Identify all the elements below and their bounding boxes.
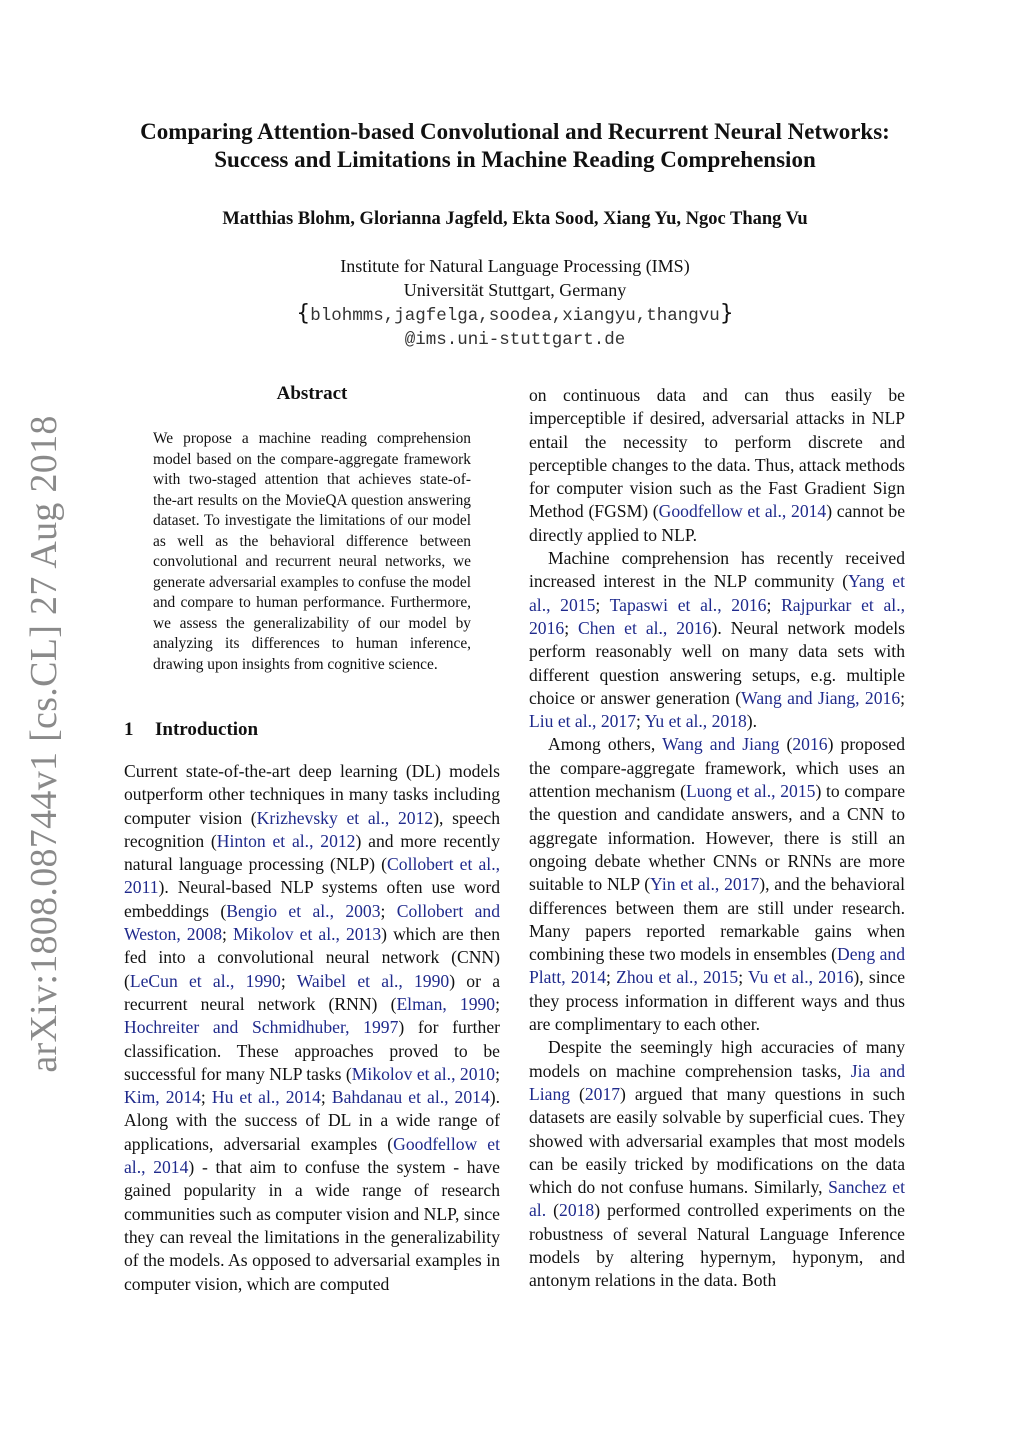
citation-link[interactable]: Waibel et al., 1990 (296, 970, 450, 991)
citation-link[interactable]: Yang et al., 2015 (529, 571, 905, 615)
citation-link[interactable]: Hu et al., 2014 (211, 1087, 321, 1108)
paragraph-text: Among others, (548, 734, 663, 755)
paragraph-text: ), since they process information in different ways and thus are complimentary to each other. (529, 967, 906, 1035)
paragraph-text: ) or a recurrent neural network (RNN) ( (124, 970, 500, 1014)
citation-link[interactable]: Chen et al., 2016 (578, 617, 712, 638)
citation-link[interactable]: Sanchez et al. (529, 1177, 905, 1221)
paragraph-text: ) - that aim to confuse the system - have gained popularity in a wide range of research communities such as computer vision and NLP, since they can reveal the limitations in the generalizability of the models. As opposed to adversarial examples in computer vision, which are computed (124, 1157, 500, 1294)
citation-link[interactable]: Bahdanau et al., 2014 (331, 1087, 490, 1108)
citation-link[interactable]: Mikolov et al., 2013 (232, 924, 382, 945)
arxiv-identifier: arXiv:1808.08744v1 [cs.CL] 27 Aug 2018 (23, 415, 65, 1073)
paragraph-text: ) to compare the question and candidate answers, and a CNN to aggregate information. However, there is still an ongoing debate whether CNNs or RNNs are more suitable to NLP ( (529, 781, 905, 895)
paragraph-text: Current state-of-the-art deep learning (DL) models outperform other techniques in many tasks including computer vision ( (124, 761, 500, 828)
citation-link[interactable]: Bengio et al., 2003 (226, 900, 381, 921)
citation-link[interactable]: Deng and Platt, 2014 (529, 944, 905, 988)
section-title: Introduction (155, 719, 259, 740)
paragraph-text: ; (738, 967, 748, 988)
paragraph-text: ; (636, 711, 645, 732)
citation-link[interactable]: Collobert and Weston, 2008 (124, 900, 500, 945)
citation-link[interactable]: Wang and Jiang, 2016 (741, 687, 901, 708)
email-domain: @ims.uni-stuttgart.de (404, 330, 626, 350)
author-list: Matthias Blohm, Glorianna Jagfeld, Ekta Sood, Xiang Yu, Ngoc Thang Vu (222, 209, 808, 229)
citation-link[interactable]: Liu et al., 2017 (529, 711, 637, 732)
citation-link[interactable]: Luong et al., 2015 (685, 781, 816, 802)
university-name: Universität Stuttgart, Germany (403, 280, 627, 300)
citation-link[interactable]: Jia and Liang (529, 1060, 905, 1104)
citation-link[interactable]: Krizhevsky et al., 2012 (256, 807, 434, 828)
institute-name: Institute for Natural Language Processing (IMS) (340, 256, 690, 276)
left-column-body (124, 760, 500, 1296)
abstract-heading: Abstract (276, 383, 348, 404)
paragraph-text: ) performed controlled experiments on the robustness of several Natural Language Inference models by altering hypernym, hyponym, and antonym relations in the data. Both (529, 1200, 905, 1291)
intro-paragraph (529, 547, 905, 733)
citation-link[interactable]: Zhou et al., 2015 (616, 967, 739, 988)
paragraph-text: Machine comprehension has recently received increased interest in the NLP community ( (529, 548, 905, 592)
paragraph-text: ), speech recognition ( (124, 807, 500, 851)
citation-link[interactable]: Vu et al., 2016 (748, 967, 854, 988)
left-brace: { (296, 301, 311, 326)
paragraph-text: ; (495, 993, 500, 1014)
paragraph-text: ) which are then fed into a convolutional neural network (CNN) ( (124, 924, 500, 991)
intro-paragraph (529, 1036, 905, 1292)
citation-link[interactable]: Hochreiter and Schmidhuber, 1997 (124, 1017, 399, 1038)
paragraph-text: ). Neural network models perform reasonably well on many data sets with different question answering setups, e.g. multiple choice or answer generation ( (529, 617, 905, 708)
citation-link[interactable]: Hinton et al., 2012 (216, 830, 356, 851)
intro-paragraph (529, 733, 905, 1036)
paragraph-text: ). Along with the success of DL in a wide range of applications, adversarial examples ( (124, 1087, 501, 1154)
paragraph-text: ; (222, 924, 233, 945)
paragraph-text: ; (595, 594, 610, 615)
paragraph-text: ; (200, 1087, 212, 1108)
citation-link[interactable]: Tapaswi et al., 2016 (609, 594, 767, 615)
paragraph-text: ( (546, 1200, 560, 1221)
paragraph-text: ), and the behavioral differences between them are still under research. Many papers reported remarkable gains when combining these two models in ensembles ( (529, 874, 905, 965)
citation-link[interactable]: 2016 (792, 734, 828, 755)
paper-title: Comparing Attention-based Convolutional and Recurrent Neural Networks: Success and Limitations in Machine Reading Comprehension (140, 119, 890, 172)
affiliation-block (110, 230, 920, 352)
paragraph-text: ) cannot be directly applied to NLP. (529, 501, 905, 545)
paragraph-text: ( (779, 734, 793, 755)
intro-paragraph (529, 384, 905, 547)
paragraph-text: ; (606, 967, 617, 988)
paragraph-text: ( (570, 1083, 585, 1104)
citation-link[interactable]: Rajpurkar et al., 2016 (529, 594, 905, 638)
paragraph-text: ; (766, 594, 782, 615)
citation-link[interactable]: 2017 (584, 1083, 621, 1104)
citation-link[interactable]: Goodfellow et al., 2014 (658, 501, 827, 522)
paragraph-text: ). (746, 711, 758, 732)
citation-link[interactable]: 2018 (559, 1200, 595, 1221)
paragraph-text: ) and more recently natural language processing (NLP) ( (124, 830, 500, 875)
paragraph-text: ). Neural-based NLP systems often use word embeddings ( (124, 877, 500, 921)
intro-paragraph (124, 760, 500, 1296)
right-column-body (529, 384, 905, 1293)
citation-link[interactable]: Wang and Jiang (662, 734, 780, 755)
paragraph-text: ) for further classification. These approaches proved to be successful for many NLP tasks ( (124, 1017, 500, 1084)
citation-link[interactable]: Goodfellow et al., 2014 (124, 1133, 501, 1178)
abstract-text: We propose a machine reading comprehension model based on the compare-aggregate framework with two-staged attention that achieves state-of-the-art results on the MovieQA question answering dataset. To investigate the limitations of our model as well as the behavioral difference between convolutional and recurrent neural networks, we generate adversarial examples to confuse the model and compare to human performance. Furthermore, we assess the generalizability of our model by analyzing its differences to human inference, drawing upon insights from cognitive science. (153, 430, 471, 673)
paragraph-text: on continuous data and can thus easily be imperceptible if desired, adversarial attacks in NLP entail the necessity to perform discrete and perceptible changes to the data. Thus, attack methods for computer vision such as the Fast Gradient Sign Method (FGSM) ( (529, 385, 905, 522)
paragraph-text: ; (900, 687, 906, 708)
author-emails (110, 302, 920, 328)
paragraph-text: ) proposed the compare-aggregate framework, which uses an attention mechanism ( (529, 734, 906, 802)
paragraph-text: ; (380, 900, 397, 921)
section-heading-introduction (124, 719, 258, 741)
paragraph-text: Despite the seemingly high accuracies of many models on machine comprehension tasks, (529, 1037, 905, 1081)
paragraph-text: ; (495, 1063, 500, 1084)
citation-link[interactable]: Mikolov et al., 2010 (351, 1063, 496, 1084)
citation-link[interactable]: Collobert et al., 2011 (124, 854, 500, 898)
paragraph-text: ; (280, 970, 297, 991)
paragraph-text: ) argued that many questions in such datasets are easily solvable by superficial cues. They showed with adversarial examples that most models can be easily tricked by modifications on the data which do not confuse humans. Similarly, (529, 1083, 905, 1198)
section-number: 1 (124, 719, 134, 740)
citation-link[interactable]: Yu et al., 2018 (644, 711, 747, 732)
paragraph-text: ; (564, 617, 579, 638)
citation-link[interactable]: Yin et al., 2017 (650, 874, 760, 895)
email-usernames: blohmms,jagfelga,soodea,xiangyu,thangvu (310, 306, 720, 326)
citation-link[interactable]: LeCun et al., 1990 (129, 970, 281, 991)
citation-link[interactable]: Elman, 1990 (396, 993, 496, 1014)
paragraph-text: ; (320, 1087, 332, 1108)
right-brace: } (719, 301, 734, 326)
citation-link[interactable]: Kim, 2014 (124, 1087, 201, 1108)
